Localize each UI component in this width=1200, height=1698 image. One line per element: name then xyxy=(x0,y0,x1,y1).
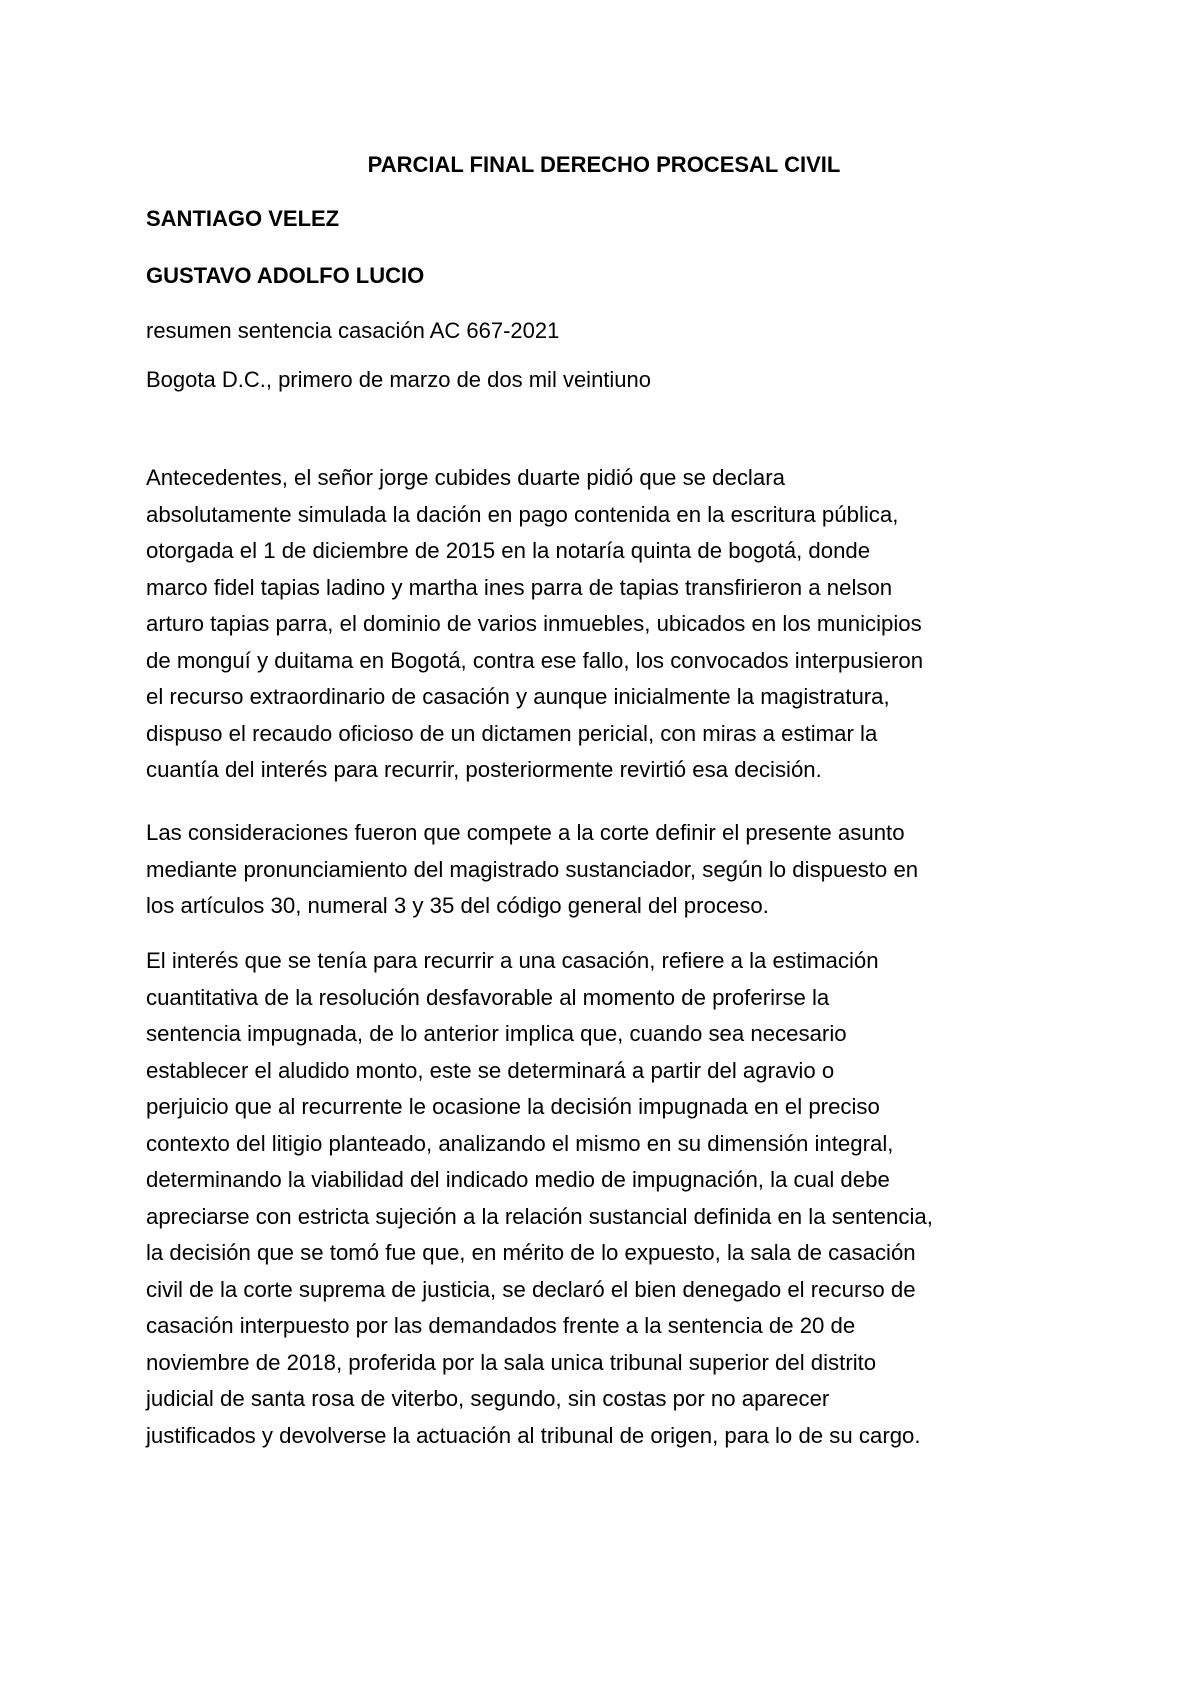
text-line: arturo tapias parra, el dominio de varios inmuebles, ubicados en los municipios xyxy=(146,611,922,636)
text-line: dispuso el recaudo oficioso de un dictamen pericial, con miras a estimar la xyxy=(146,720,878,746)
text-line: noviembre de 2018, proferida por la sala unica tribunal superior del distrito xyxy=(146,1349,877,1375)
text-line: mediante pronunciamiento del magistrado sustanciador, según lo dispuesto en xyxy=(146,856,919,882)
text-line: apreciarse con estricta sujeción a la relación sustancial definida en la sentencia, xyxy=(146,1203,933,1229)
text-line: los artículos 30, numeral 3 y 35 del código general del proceso. xyxy=(146,893,769,918)
paragraph xyxy=(146,815,1076,925)
text-line: casación interpuesto por las demandados frente a la sentencia de 20 de xyxy=(146,1313,856,1338)
text-line: Las consideraciones fueron que compete a la corte definir el presente asunto xyxy=(146,820,905,845)
text-line: establecer el aludido monto, este se determinará a partir del agravio o xyxy=(146,1057,835,1083)
author-name-2: GUSTAVO ADOLFO LUCIO xyxy=(146,263,425,288)
author-name-1: SANTIAGO VELEZ xyxy=(146,206,340,231)
text-line: la decisión que se tomó fue que, en mérito de lo expuesto, la sala de casación xyxy=(146,1240,916,1265)
document-title: PARCIAL FINAL DERECHO PROCESAL CIVIL xyxy=(367,152,841,177)
text-line: civil de la corte suprema de justicia, se declaró el bien denegado el recurso de xyxy=(146,1276,916,1302)
text-line: perjuicio que al recurrente le ocasione la decisión impugnada en el preciso xyxy=(146,1094,880,1119)
text-line: El interés que se tenía para recurrir a una casación, refiere a la estimación xyxy=(146,948,879,973)
text-line: cuantía del interés para recurrir, posteriormente revirtió esa decisión. xyxy=(146,757,822,782)
text-line: cuantitativa de la resolución desfavorable al momento de proferirse la xyxy=(146,984,830,1010)
text-line: justificados y devolverse la actuación al tribunal de origen, para lo de su cargo. xyxy=(146,1422,921,1448)
document-date: Bogota D.C., primero de marzo de dos mil veintiuno xyxy=(146,367,652,392)
document-subject: resumen sentencia casación AC 667-2021 xyxy=(146,318,560,343)
text-line: marco fidel tapias ladino y martha ines parra de tapias transfirieron a nelson xyxy=(146,574,893,600)
text-line: sentencia impugnada, de lo anterior implica que, cuando sea necesario xyxy=(146,1021,847,1046)
paragraph-consideraciones xyxy=(146,815,1076,942)
paragraph-antecedentes xyxy=(146,460,1076,806)
paragraph-interes xyxy=(146,943,1076,1471)
text-line: de monguí y duitama en Bogotá, contra ese fallo, los convocados interpusieron xyxy=(146,647,924,673)
paragraph xyxy=(146,943,1076,1454)
text-line: otorgada el 1 de diciembre de 2015 en la notaría quinta de bogotá, donde xyxy=(146,538,871,563)
text-line: judicial de santa rosa de viterbo, segundo, sin costas por no aparecer xyxy=(146,1386,830,1411)
text-line: el recurso extraordinario de casación y aunque inicialmente la magistratura, xyxy=(146,684,890,709)
text-line: contexto del litigio planteado, analizando el mismo en su dimensión integral, xyxy=(146,1130,894,1156)
text-line: absolutamente simulada la dación en pago contenida en la escritura pública, xyxy=(146,501,899,527)
paragraph xyxy=(146,460,1076,789)
text-line: determinando la viabilidad del indicado medio de impugnación, la cual debe xyxy=(146,1167,890,1192)
text-line: Antecedentes, el señor jorge cubides duarte pidió que se declara xyxy=(146,465,785,490)
